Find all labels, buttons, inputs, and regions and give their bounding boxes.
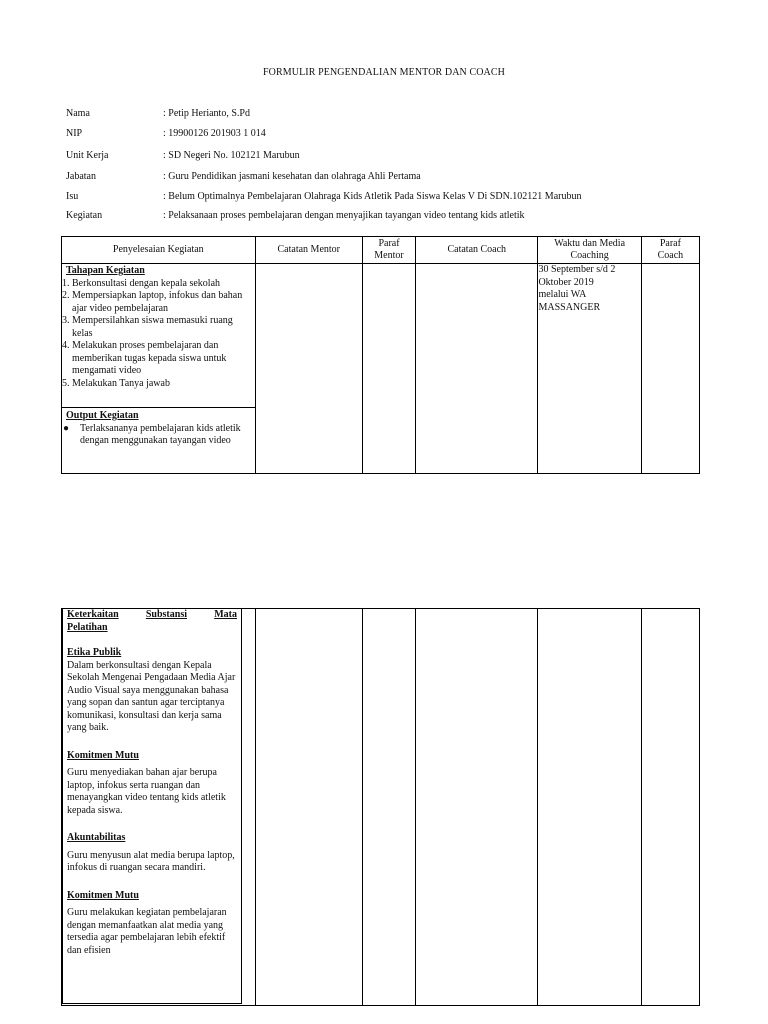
step-text: Melakukan proses pembelajaran dan memberikan tugas kepada siswa untuk mengamati video <box>72 340 227 376</box>
penyelesaian-cell <box>62 264 256 474</box>
section-text-komitmen-mutu-2: Guru melakukan kegiatan pembelajaran dengan memanfaatkan alat media yang tersedia agar pembelajaran lebih efektif dan efisien <box>67 907 227 956</box>
header-paraf-mentor <box>362 237 415 264</box>
bullet-icon: ● <box>63 422 70 434</box>
tahapan-section <box>62 264 255 407</box>
output-text: Terlaksananya pembelajaran kids atletik dengan menggunakan tayangan video <box>80 422 241 446</box>
catatan-coach-cell[interactable] <box>416 609 538 1006</box>
paraf-coach-cell[interactable] <box>641 264 699 474</box>
substansi-title-word: Keterkaitan <box>67 609 119 620</box>
list-item <box>63 422 253 448</box>
paraf-coach-cell[interactable] <box>641 609 699 1006</box>
waktu-line: Oktober 2019 <box>538 276 594 288</box>
paraf-mentor-cell[interactable] <box>362 609 415 1006</box>
catatan-mentor-cell[interactable] <box>255 609 362 1006</box>
section-text-komitmen-mutu-1: Guru menyediakan bahan ajar berupa laptop, infokus serta ruangan dan menayangkan video tentang kids atletik kepada siswa. <box>67 767 226 816</box>
header-paraf-mentor-line1: Paraf <box>378 238 400 249</box>
identity-label: Isu <box>66 191 79 202</box>
header-waktu-line1: Waktu dan Media <box>554 238 626 249</box>
section-heading-akuntabilitas: Akuntabilitas <box>67 832 126 843</box>
list-item <box>62 315 253 340</box>
step-text: Mempersilahkan siswa memasuki ruang kelas <box>72 315 233 339</box>
output-section <box>62 407 255 473</box>
substansi-title-line2: Pelatihan <box>67 621 108 633</box>
identity-row-nama <box>66 108 746 121</box>
catatan-mentor-cell[interactable] <box>255 264 362 474</box>
section-text-etika-publik: Dalam berkonsultasi dengan Kepala Sekolah Mengenai Pengadaan Media Ajar Audio Visual saya menggunakan bahasa yang sopan dan santun agar terciptanya komunikasi, konsultasi dan kerja sama yang baik. <box>67 659 236 733</box>
identity-label: NIP <box>66 128 83 139</box>
identity-value: : 19900126 201903 1 014 <box>163 128 266 139</box>
substansi-row <box>62 609 700 1006</box>
identity-label: Nama <box>66 108 90 119</box>
identity-value: : Belum Optimalnya Pembelajaran Olahraga Kids Atletik Pada Siswa Kelas V Di SDN.102121 Marubun <box>163 191 582 202</box>
step-text: Mempersiapkan laptop, infokus dan bahan ajar video pembelajaran <box>72 290 243 314</box>
waktu-line: MASSANGER <box>538 301 601 313</box>
waktu-line: melalui WA <box>538 289 587 300</box>
substansi-cell <box>62 609 256 1006</box>
waktu-media-cell <box>538 264 641 474</box>
coaching-table <box>61 236 700 474</box>
step-text: Melakukan Tanya jawab <box>72 377 170 389</box>
section-heading-komitmen-mutu-2: Komitmen Mutu <box>67 889 139 901</box>
list-item <box>62 290 253 315</box>
output-title: Output Kegiatan <box>66 410 139 421</box>
identity-row-nip <box>66 128 746 141</box>
identity-label: Unit Kerja <box>66 150 109 161</box>
catatan-coach-cell[interactable] <box>416 264 538 474</box>
step-number: 1. <box>62 277 70 289</box>
form-title: FORMULIR PENGENDALIAN MENTOR DAN COACH <box>263 67 505 78</box>
identity-row-unit-kerja <box>66 150 746 163</box>
tahapan-title: Tahapan Kegiatan <box>66 265 145 276</box>
substansi-table <box>61 608 700 1006</box>
identity-value: : Petip Herianto, S.Pd <box>163 108 250 119</box>
header-catatan-coach: Catatan Coach <box>416 237 538 264</box>
table-header-row <box>62 237 700 264</box>
list-item <box>62 277 253 291</box>
identity-row-jabatan <box>66 171 746 184</box>
step-text: Berkonsultasi dengan kepala sekolah <box>72 277 221 289</box>
identity-label: Kegiatan <box>66 210 103 221</box>
waktu-line: 30 September s/d 2 <box>538 264 616 275</box>
header-waktu-media <box>538 237 641 264</box>
waktu-media-cell[interactable] <box>538 609 641 1006</box>
list-item <box>62 340 253 378</box>
step-number: 3. <box>62 315 70 326</box>
substansi-box <box>62 609 242 1004</box>
header-paraf-coach-line1: Paraf <box>659 238 681 249</box>
header-waktu-line2: Coaching <box>570 250 609 261</box>
steps-list <box>62 278 253 391</box>
identity-row-kegiatan <box>66 210 746 223</box>
identity-value: : Pelaksanaan proses pembelajaran dengan menyajikan tayangan video tentang kids atletik <box>163 210 525 221</box>
step-number: 4. <box>62 340 70 351</box>
output-list <box>62 423 253 448</box>
identity-label: Jabatan <box>66 171 96 182</box>
list-item <box>62 377 253 391</box>
substansi-title-word: Substansi <box>145 609 187 620</box>
section-heading-etika-publik: Etika Publik <box>67 647 122 658</box>
table-body-row <box>62 264 700 474</box>
paraf-mentor-cell[interactable] <box>362 264 415 474</box>
header-paraf-mentor-line2: Mentor <box>374 250 404 261</box>
substansi-title-line1 <box>67 609 237 622</box>
identity-value: : SD Negeri No. 102121 Marubun <box>163 150 300 161</box>
header-penyelesaian: Penyelesaian Kegiatan <box>62 237 256 264</box>
header-paraf-coach <box>641 237 699 264</box>
identity-row-isu <box>66 191 746 204</box>
section-heading-komitmen-mutu-1: Komitmen Mutu <box>67 749 139 761</box>
step-number: 5. <box>62 377 70 389</box>
header-catatan-mentor: Catatan Mentor <box>255 237 362 264</box>
substansi-title-word: Mata <box>214 609 237 620</box>
step-number: 2. <box>62 290 70 301</box>
identity-value: : Guru Pendidikan jasmani kesehatan dan olahraga Ahli Pertama <box>163 171 421 182</box>
header-paraf-coach-line2: Coach <box>657 250 684 261</box>
section-text-akuntabilitas: Guru menyusun alat media berupa laptop, infokus di ruangan secara mandiri. <box>67 849 235 873</box>
